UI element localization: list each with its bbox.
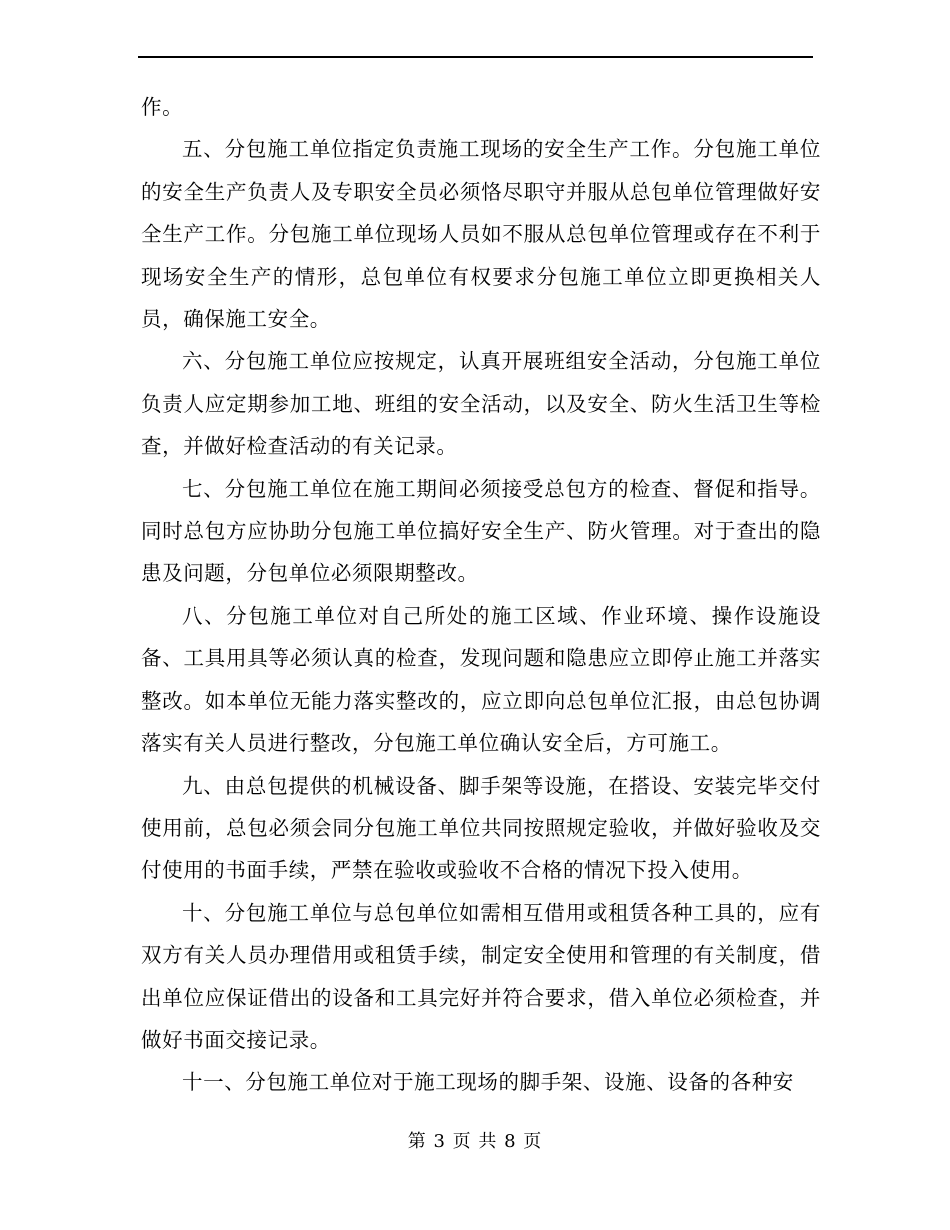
document-body xyxy=(141,86,821,1104)
paragraph-continued: 作。 xyxy=(141,95,184,119)
paragraph-clause-11: 十一、分包施工单位对于施工现场的脚手架、设施、设备的各种安 xyxy=(182,1070,794,1095)
paragraph-clause-5: 五、分包施工单位指定负责施工现场的安全生产工作。分包施工单位的安全生产负责人及专职安全员必须恪尽职守并服从总包单位管理做好安全生产工作。分包施工单位现场人员如不服从总包单位管理或存在不利于现场安全生产的情形，总包单位有权要求分包施工单位立即更换相关人员，确保施工安全。 xyxy=(141,137,821,332)
paragraph-clause-7: 七、分包施工单位在施工期间必须接受总包方的检查、督促和指导。同时总包方应协助分包施工单位搞好安全生产、防火管理。对于查出的隐患及问题，分包单位必须限期整改。 xyxy=(141,476,821,586)
header-rule xyxy=(138,56,813,58)
page-footer: 第 3 页 共 8 页 xyxy=(407,1131,543,1152)
paragraph-clause-10: 十、分包施工单位与总包单位如需相互借用或租赁各种工具的，应有双方有关人员办理借用或租赁手续，制定安全使用和管理的有关制度，借出单位应保证借出的设备和工具完好并符合要求，借入单位必须检查，并做好书面交接记录。 xyxy=(141,900,821,1052)
paragraph-clause-6: 六、分包施工单位应按规定，认真开展班组安全活动，分包施工单位负责人应定期参加工地、班组的安全活动，以及安全、防火生活卫生等检查，并做好检查活动的有关记录。 xyxy=(141,349,821,459)
paragraph-clause-8: 八、分包施工单位对自己所处的施工区域、作业环境、操作设施设备、工具用具等必须认真的检查，发现问题和隐患应立即停止施工并落实整改。如本单位无能力落实整改的，应立即向总包单位汇报，由总包协调落实有关人员进行整改，分包施工单位确认安全后，方可施工。 xyxy=(141,603,821,756)
paragraph-clause-9: 九、由总包提供的机械设备、脚手架等设施，在搭设、安装完毕交付使用前，总包必须会同分包施工单位共同按照规定验收，并做好验收及交付使用的书面手续，严禁在验收或验收不合格的情况下投入使用。 xyxy=(141,773,821,883)
